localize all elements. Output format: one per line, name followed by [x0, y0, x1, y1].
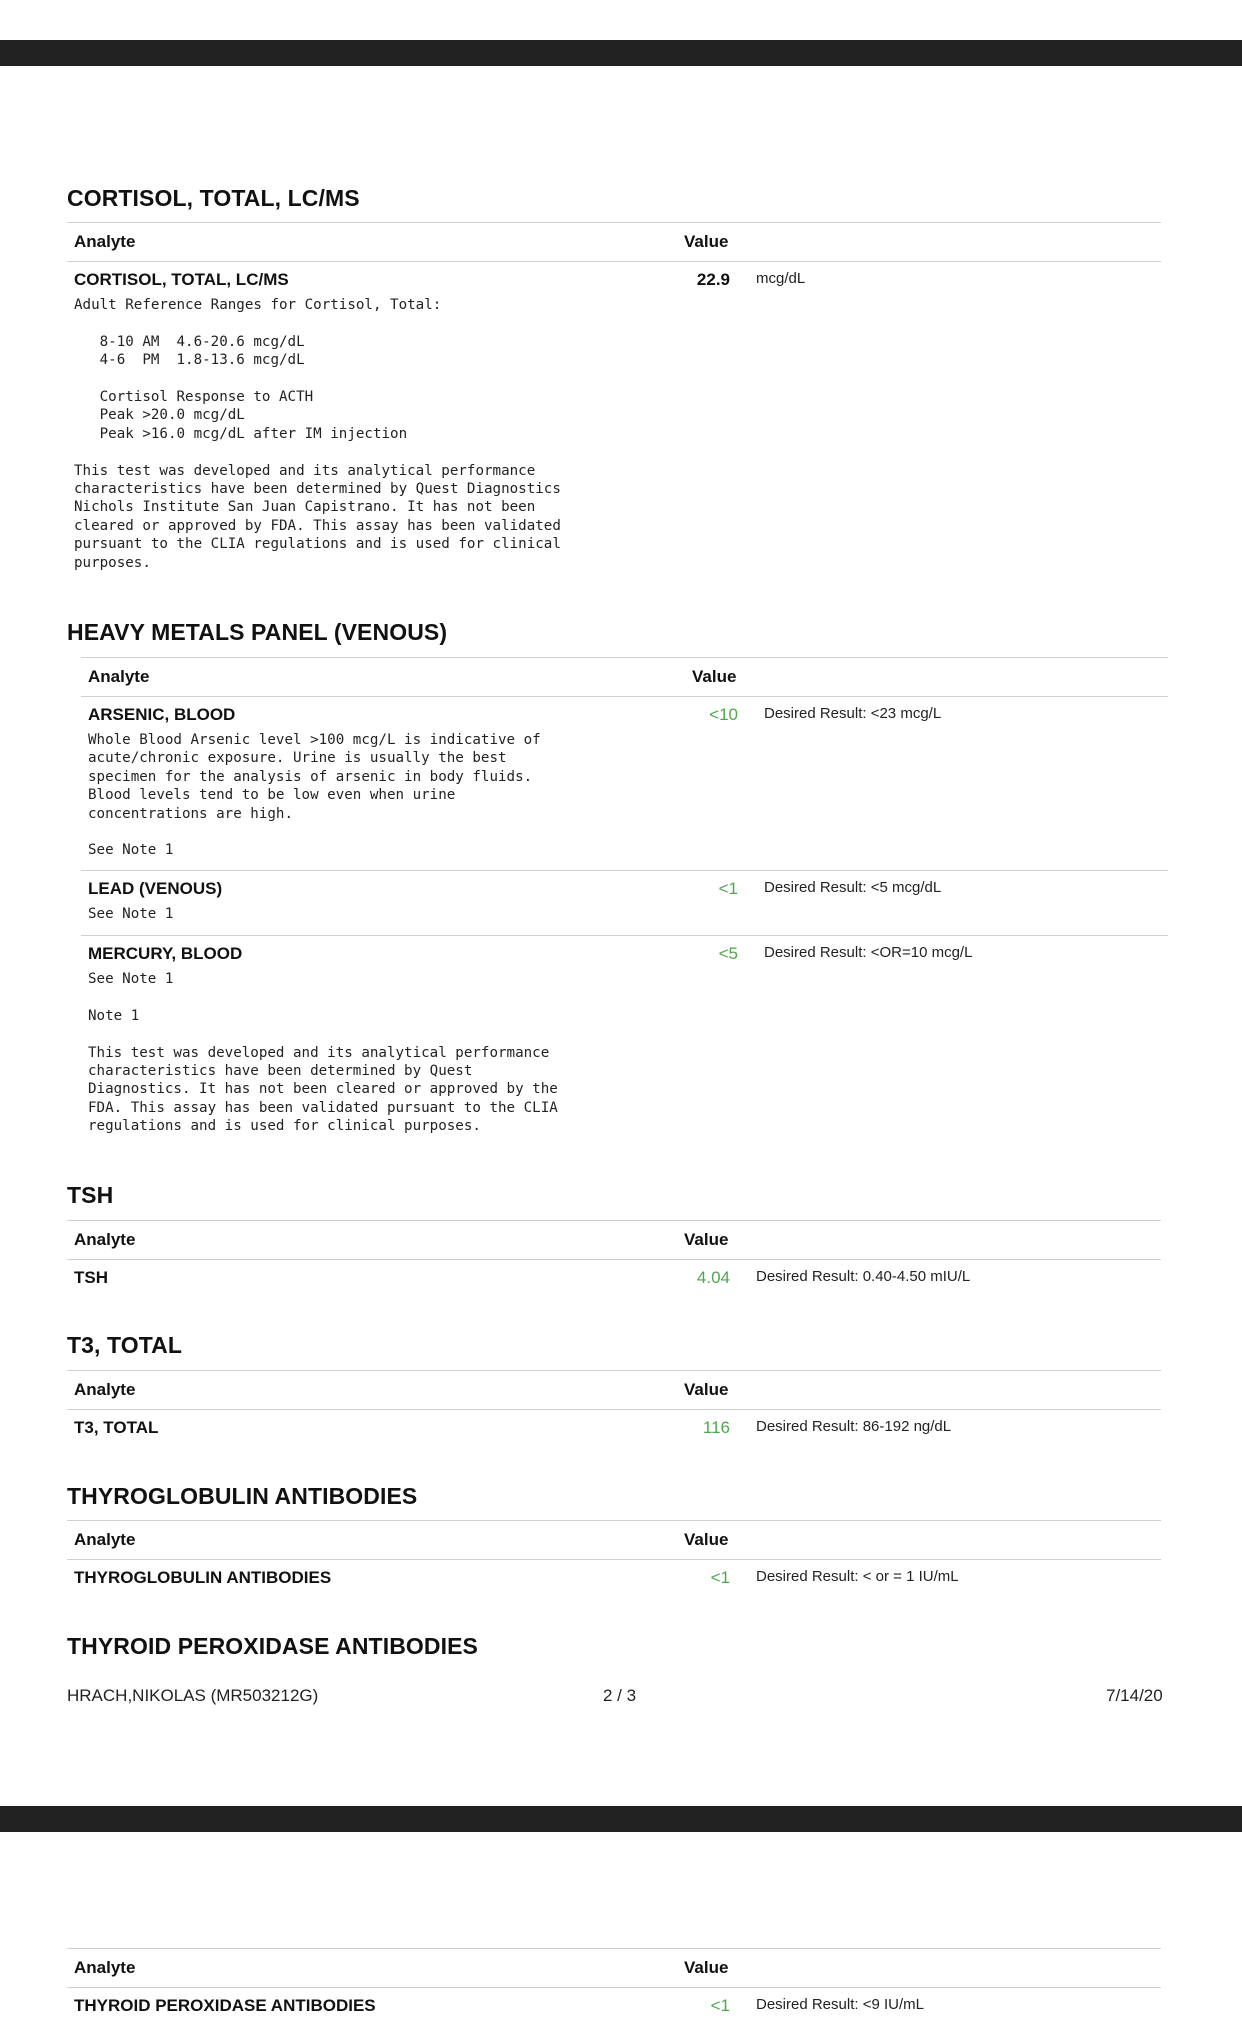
thyroglobulin-antibodies-table — [67, 1520, 1161, 1600]
page-separator-top — [0, 40, 1242, 66]
table-header — [67, 1220, 1161, 1260]
footer-date: 7/14/20 — [1106, 1686, 1163, 1705]
analyte-note: Whole Blood Arsenic level >100 mcg/L is indicative of acute/chronic exposure. Urine is usually the best specimen for the analysis of arsenic in body fluids. Blood levels tend to be low even when urine concentrations are high. See Note 1 — [88, 732, 541, 859]
desired-result: Desired Result: <23 mcg/L — [764, 705, 942, 722]
page-separator — [0, 1806, 1242, 1832]
column-header-analyte: Analyte — [88, 667, 150, 686]
tsh-table — [67, 1220, 1161, 1300]
table-row — [67, 1260, 1161, 1300]
table-row — [67, 1560, 1161, 1600]
column-header-analyte: Analyte — [74, 1530, 136, 1549]
analyte-value: 116 — [702, 1418, 730, 1437]
table-row — [81, 871, 1168, 936]
analyte-note: Adult Reference Ranges for Cortisol, Total: 8-10 AM 4.6-20.6 mcg/dL 4-6 PM 1.8-13.6 mcg/dL Cortisol Response to ACTH Peak >20.0 mcg/dL Peak >16.0 mcg/dL after IM injection This test was developed and its analytical performance characteristics have been determined by Quest Diagnostics Nichols Institute San Juan Capistrano. It has not been cleared or approved by FDA. This assay has been validated pursuant to the CLIA regulations and is used for clinical purposes. — [74, 297, 561, 571]
desired-result: Desired Result: < or = 1 IU/mL — [756, 1568, 959, 1585]
analyte-value: <5 — [718, 944, 738, 963]
analyte-name: THYROGLOBULIN ANTIBODIES — [74, 1568, 332, 1587]
table-row — [67, 1988, 1161, 2028]
analyte-unit: mcg/dL — [756, 270, 806, 287]
analyte-value: <1 — [710, 1568, 730, 1587]
analyte-name: THYROID PEROXIDASE ANTIBODIES — [74, 1996, 376, 2015]
analyte-name: TSH — [74, 1268, 108, 1287]
table-header — [81, 657, 1168, 697]
table-header — [67, 1948, 1161, 1988]
thyroid-peroxidase-antibodies-table — [67, 1948, 1161, 2028]
analyte-note: See Note 1 — [88, 906, 174, 922]
analyte-name: T3, TOTAL — [74, 1418, 159, 1437]
column-header-analyte: Analyte — [74, 1380, 136, 1399]
footer-patient: HRACH,NIKOLAS (MR503212G) — [67, 1686, 319, 1705]
cortisol-table — [67, 222, 1161, 582]
table-row — [81, 936, 1168, 1146]
desired-result: Desired Result: <9 IU/mL — [756, 1996, 924, 2013]
section-title-t3: T3, TOTAL — [67, 1332, 183, 1358]
section-title-thyroglobulin-antibodies: THYROGLOBULIN ANTIBODIES — [67, 1483, 418, 1509]
table-row — [81, 697, 1168, 871]
section-title-cortisol: CORTISOL, TOTAL, LC/MS — [67, 185, 360, 211]
analyte-value: 22.9 — [696, 270, 730, 289]
column-header-value: Value — [684, 1530, 729, 1549]
footer-page-number: 2 / 3 — [603, 1686, 637, 1705]
analyte-value: <1 — [710, 1996, 730, 2015]
table-header — [67, 1370, 1161, 1410]
column-header-value: Value — [692, 667, 737, 686]
table-header — [67, 1520, 1161, 1560]
t3-table — [67, 1370, 1161, 1450]
desired-result: Desired Result: <5 mcg/dL — [764, 879, 942, 896]
table-row — [67, 262, 1161, 582]
table-header — [67, 222, 1161, 262]
analyte-name: LEAD (VENOUS) — [88, 879, 223, 898]
analyte-name: ARSENIC, BLOOD — [88, 705, 236, 724]
heavy-metals-table — [81, 657, 1168, 1146]
column-header-analyte: Analyte — [74, 1958, 136, 1977]
section-title-tsh: TSH — [67, 1182, 114, 1208]
desired-result: Desired Result: 0.40-4.50 mIU/L — [756, 1268, 971, 1285]
desired-result: Desired Result: <OR=10 mcg/L — [764, 944, 973, 961]
analyte-name: MERCURY, BLOOD — [88, 944, 243, 963]
analyte-note: See Note 1 Note 1 This test was developed and its analytical performance characteristics have been determined by Quest Diagnostics. It has not been cleared or approved by the FDA. This assay has been validated pursuant to the CLIA regulations and is used for clinical purposes. — [88, 971, 558, 1135]
column-header-value: Value — [684, 1380, 729, 1399]
section-title-thyroid-peroxidase-antibodies: THYROID PEROXIDASE ANTIBODIES — [67, 1633, 478, 1659]
analyte-value: <1 — [718, 879, 738, 898]
column-header-value: Value — [684, 1958, 729, 1977]
column-header-analyte: Analyte — [74, 1230, 136, 1249]
section-title-heavy-metals: HEAVY METALS PANEL (VENOUS) — [67, 619, 448, 645]
analyte-value: <10 — [709, 705, 738, 724]
column-header-value: Value — [684, 1230, 729, 1249]
desired-result: Desired Result: 86-192 ng/dL — [756, 1418, 952, 1435]
column-header-value: Value — [684, 232, 729, 251]
analyte-value: 4.04 — [696, 1268, 730, 1287]
analyte-name: CORTISOL, TOTAL, LC/MS — [74, 270, 289, 289]
table-row — [67, 1410, 1161, 1450]
column-header-analyte: Analyte — [74, 232, 136, 251]
